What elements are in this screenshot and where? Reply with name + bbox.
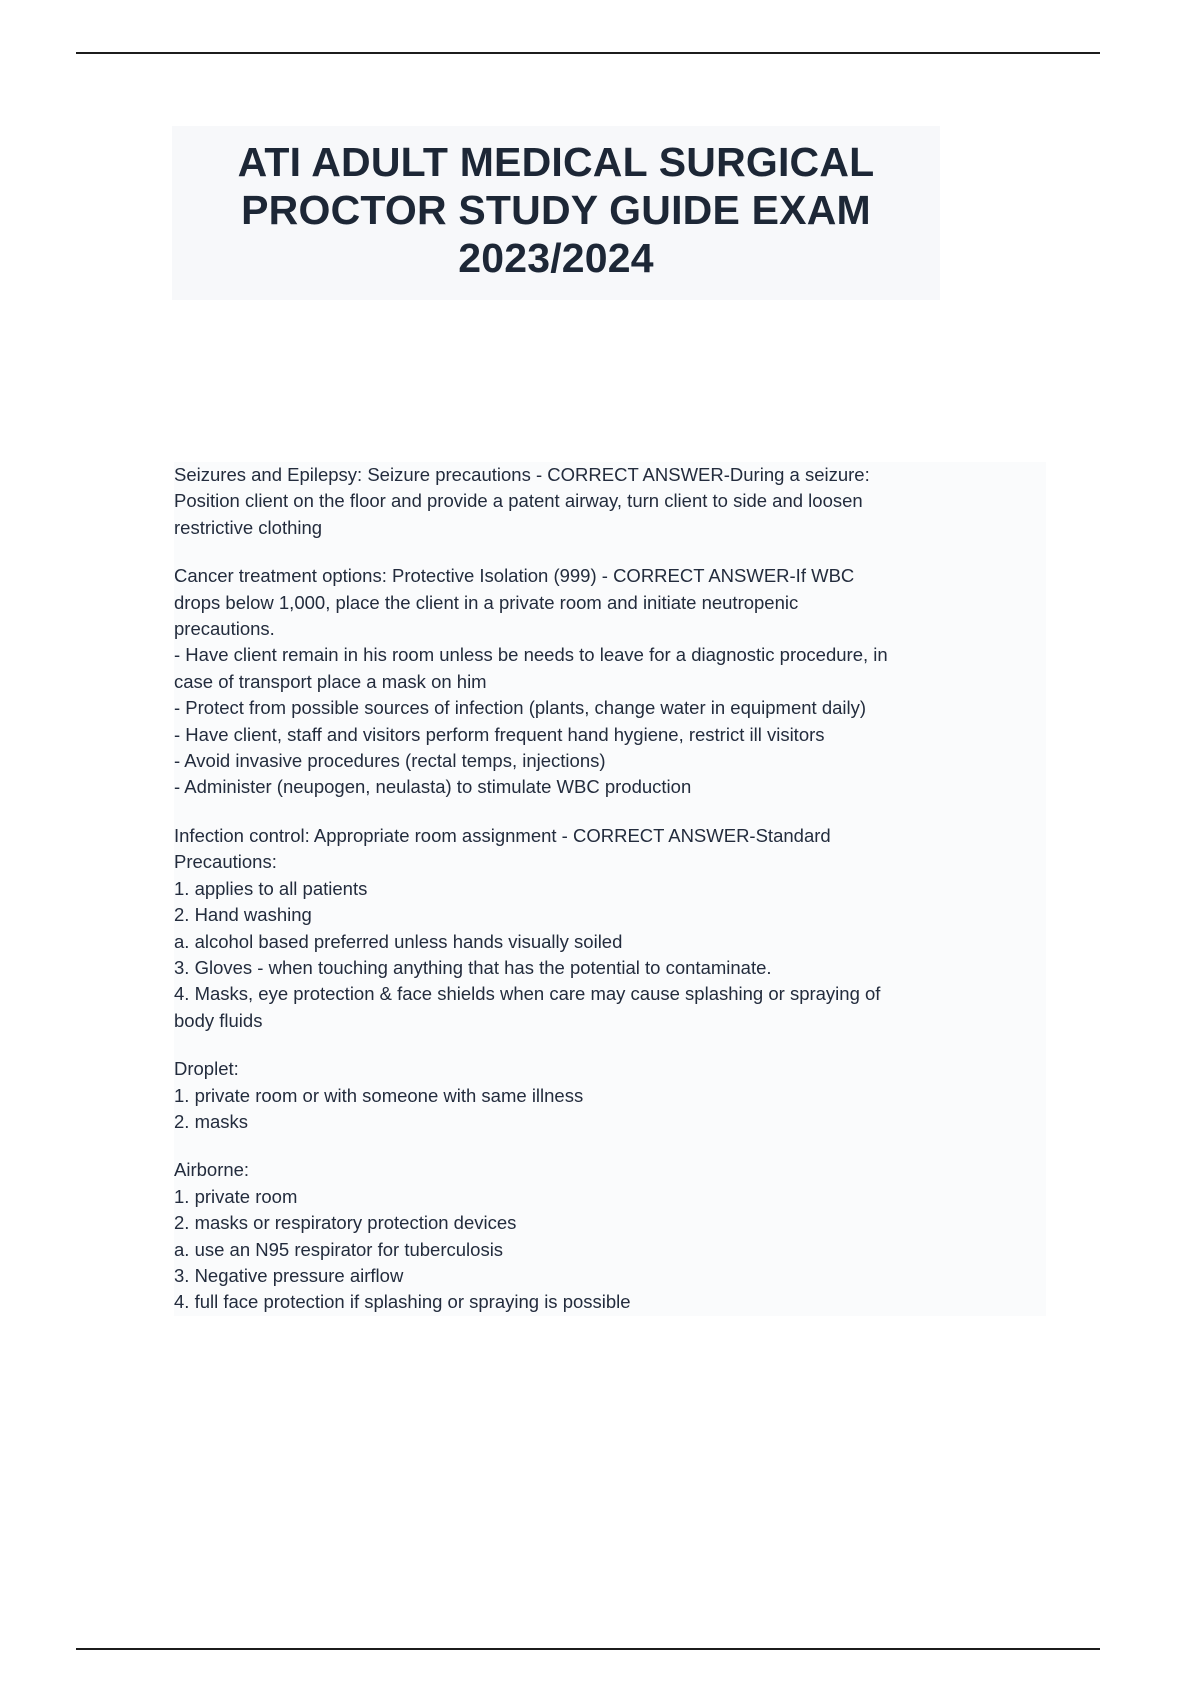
- title-line-3: 2023/2024: [458, 235, 654, 281]
- text-line: - Protect from possible sources of infection (plants, change water in equipment daily): [174, 697, 867, 719]
- text-line: 1. private room: [174, 1185, 298, 1207]
- text-line: - Have client remain in his room unless be needs to leave for a diagnostic procedure, in: [174, 644, 888, 666]
- paragraph-seizures-epilepsy: [174, 462, 1046, 541]
- document-body: [174, 462, 1046, 1316]
- text-line: 1. private room or with someone with same illness: [174, 1084, 584, 1106]
- document-page: [38, 0, 1162, 1700]
- text-line: Seizures and Epilepsy: Seizure precautions - CORRECT ANSWER-During a seizure:: [174, 464, 870, 485]
- text-line: - Administer (neupogen, neulasta) to stimulate WBC production: [174, 776, 692, 798]
- text-line: 2. masks: [174, 1110, 249, 1132]
- title-line-2: PROCTOR STUDY GUIDE EXAM: [241, 187, 871, 233]
- text-line: case of transport place a mask on him: [174, 670, 487, 692]
- document-title: [172, 126, 940, 300]
- text-line: - Have client, staff and visitors perform frequent hand hygiene, restrict ill visitors: [174, 723, 825, 745]
- text-line: a. use an N95 respirator for tuberculosis: [174, 1238, 504, 1260]
- text-line: restrictive clothing: [174, 516, 323, 538]
- text-line: Cancer treatment options: Protective Isolation (999) - CORRECT ANSWER-If WBC: [174, 565, 855, 587]
- text-line: Position client on the floor and provide a patent airway, turn client to side and loosen: [174, 490, 863, 512]
- text-line: - Avoid invasive procedures (rectal temps, injections): [174, 750, 606, 772]
- text-line: 3. Negative pressure airflow: [174, 1264, 404, 1286]
- text-line: precautions.: [174, 618, 275, 640]
- text-line: 4. full face protection if splashing or spraying is possible: [174, 1291, 631, 1313]
- paragraph-droplet-precautions: [174, 1056, 1046, 1135]
- paragraph-cancer-treatment-options: [174, 563, 1046, 801]
- text-line: Infection control: Appropriate room assignment - CORRECT ANSWER-Standard: [174, 824, 831, 846]
- text-line: Droplet:: [174, 1058, 239, 1080]
- text-line: body fluids: [174, 1009, 263, 1031]
- text-line: Precautions:: [174, 851, 277, 873]
- text-line: 2. Hand washing: [174, 904, 312, 926]
- text-line: 2. masks or respiratory protection devices: [174, 1212, 517, 1234]
- text-line: a. alcohol based preferred unless hands visually soiled: [174, 930, 623, 952]
- text-line: 4. Masks, eye protection & face shields when care may cause splashing or spraying of: [174, 983, 881, 1005]
- text-line: Airborne:: [174, 1159, 250, 1181]
- page-top-rule: [76, 52, 1100, 54]
- title-line-1: ATI ADULT MEDICAL SURGICAL: [237, 139, 875, 185]
- text-line: drops below 1,000, place the client in a private room and initiate neutropenic: [174, 591, 799, 613]
- text-line: 1. applies to all patients: [174, 877, 368, 899]
- paragraph-airborne-precautions: [174, 1157, 1046, 1315]
- page-bottom-rule: [76, 1648, 1100, 1650]
- text-line: 3. Gloves - when touching anything that has the potential to contaminate.: [174, 956, 772, 978]
- paragraph-infection-control-standard: [174, 823, 1046, 1034]
